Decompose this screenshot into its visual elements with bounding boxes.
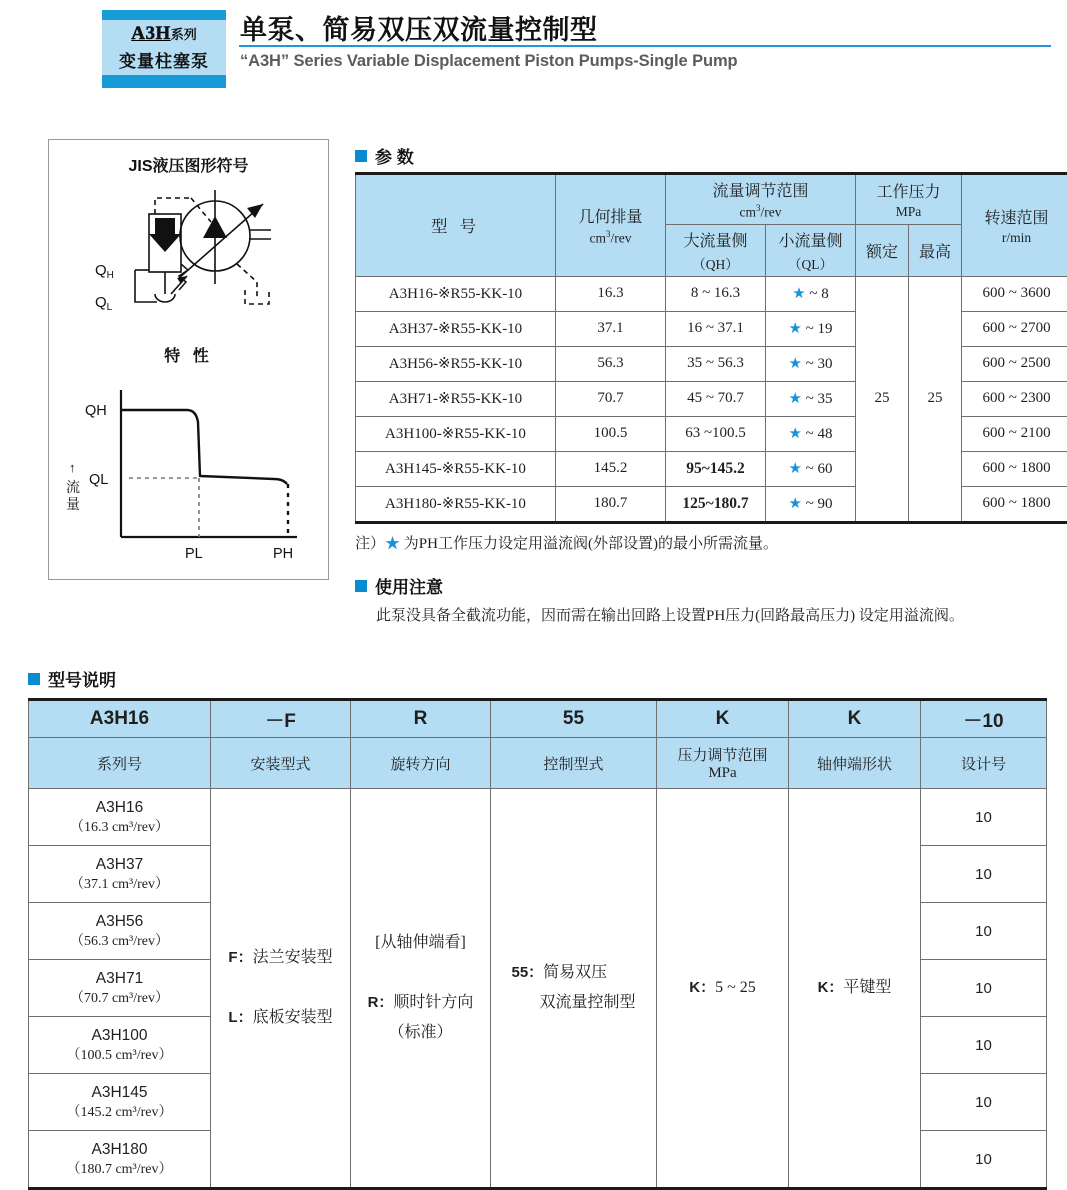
desc-pressure <box>657 738 789 789</box>
cell-displacement: 16.3 <box>556 276 666 311</box>
page-header <box>0 0 1067 96</box>
model-section-heading <box>28 666 116 691</box>
size-displacement: （180.7 cm³/rev） <box>66 1161 173 1177</box>
footnote-text: 为PH工作压力设定用溢流阀(外部设置)的最小所需流量。 <box>403 536 778 552</box>
shaft-code-k: K： <box>817 979 844 996</box>
star-icon: ★ <box>788 426 802 442</box>
usage-section-heading <box>355 573 443 598</box>
cell-design-no: 10 <box>921 846 1047 903</box>
logo-top-bar <box>102 10 226 20</box>
cell-size <box>29 846 211 903</box>
cell-rotation-options <box>351 789 491 1189</box>
speed-title: 转速范围 <box>984 209 1049 227</box>
cell-model: A3H56-※R55-KK-10 <box>356 346 556 381</box>
cell-displacement: 145.2 <box>556 451 666 486</box>
size-displacement: （56.3 cm³/rev） <box>69 933 170 949</box>
jis-hydraulic-symbol <box>87 172 297 337</box>
cell-flow-low <box>766 311 856 346</box>
cell-speed: 600 ~ 2500 <box>962 346 1067 381</box>
shaft-end-value: 平键型 <box>843 979 892 996</box>
control-code-55: 55： <box>511 964 544 981</box>
rotation-standard-note: （标准） <box>388 1024 453 1041</box>
mounting-code-f: F： <box>228 949 253 966</box>
cell-flow-low <box>766 416 856 451</box>
usage-note-text: 此泵没具备全截流功能，因而需在输出回路上设置PH压力(回路最高压力) 设定用溢流阀。 <box>376 608 964 624</box>
table-row <box>356 276 1067 311</box>
footnote-prefix: 注） <box>355 536 386 552</box>
col-header-displacement <box>556 174 666 277</box>
cell-displacement: 56.3 <box>556 346 666 381</box>
mounting-code-l: L： <box>228 1009 253 1026</box>
col-header-speed <box>962 174 1067 277</box>
col-header-model: 型 号 <box>356 174 556 277</box>
qh-axis-label: QH <box>85 403 107 419</box>
code-segment-pressure: K <box>657 700 789 738</box>
y-axis-label-rate: 量 <box>66 496 80 512</box>
param-header-row-1 <box>356 174 1067 225</box>
cell-design-no: 10 <box>921 903 1047 960</box>
ph-tick-label: PH <box>273 546 294 562</box>
qh-port-label: $Q_H$ <box>95 262 114 281</box>
col-header-max: 最高 <box>909 224 962 276</box>
rotation-options <box>368 928 474 1048</box>
star-icon: ★ <box>792 286 806 302</box>
section-marker-icon <box>355 580 367 592</box>
cell-model: A3H71-※R55-KK-10 <box>356 381 556 416</box>
desc-series: 系列号 <box>29 738 211 789</box>
flow-range-title: 流量调节范围 <box>712 183 809 200</box>
cell-displacement: 180.7 <box>556 486 666 522</box>
page-title-cn: 单泵、简易双压双流量控制型 <box>240 15 598 45</box>
parameters-table <box>355 172 1067 524</box>
size-displacement: （145.2 cm³/rev） <box>66 1104 173 1120</box>
flow-low-value: ~ 35 <box>805 391 833 407</box>
model-desc-row <box>29 738 1047 789</box>
flow-range-unit: $cm^3$/rev <box>739 203 782 220</box>
cell-pressure-range <box>657 789 789 1189</box>
star-icon: ★ <box>788 496 802 512</box>
cell-design-no: 10 <box>921 1131 1047 1189</box>
model-heading-text: 型号说明 <box>48 671 116 690</box>
model-table-body <box>29 789 1047 1189</box>
control-options <box>511 958 635 1018</box>
desc-pressure-line1: 压力调节范围 <box>677 748 768 764</box>
pl-tick-label: PL <box>185 546 203 562</box>
cell-design-no: 10 <box>921 789 1047 846</box>
flow-high-sub: （QH） <box>692 256 739 272</box>
pressure-unit: MPa <box>895 203 922 219</box>
cell-pressure-max: 25 <box>909 276 962 522</box>
cell-model: A3H145-※R55-KK-10 <box>356 451 556 486</box>
star-icon: ★ <box>788 391 802 407</box>
col-header-pressure <box>856 174 962 225</box>
size-displacement: （16.3 cm³/rev） <box>69 819 170 835</box>
cell-flow-high: 125~180.7 <box>666 486 766 522</box>
size-displacement: （37.1 cm³/rev） <box>69 876 170 892</box>
diagram-panel <box>48 139 329 580</box>
control-text-line1: 简易双压 <box>543 964 608 981</box>
model-code-row <box>29 700 1047 738</box>
displacement-unit: $cm^3$/rev <box>589 229 632 246</box>
mounting-options <box>228 943 332 1033</box>
size-name: A3H71 <box>95 969 144 987</box>
col-header-flow-low <box>766 224 856 276</box>
size-displacement: （100.5 cm³/rev） <box>66 1047 173 1063</box>
logo-bottom-bar <box>102 75 226 88</box>
cell-flow-high: 8 ~ 16.3 <box>666 276 766 311</box>
cell-speed: 600 ~ 2700 <box>962 311 1067 346</box>
cell-displacement: 100.5 <box>556 416 666 451</box>
rotation-text-r: 顺时针方向 <box>393 994 474 1011</box>
cell-shaft-end <box>789 789 921 1189</box>
pressure-code-k: K： <box>689 979 716 996</box>
cell-model: A3H180-※R55-KK-10 <box>356 486 556 522</box>
cell-speed: 600 ~ 2300 <box>962 381 1067 416</box>
cell-displacement: 37.1 <box>556 311 666 346</box>
characteristic-curve-chart <box>59 372 321 572</box>
code-segment-control: 55 <box>491 700 657 738</box>
code-segment-rotation: R <box>351 700 491 738</box>
section-marker-icon <box>355 150 367 162</box>
flow-low-value: ~ 48 <box>805 426 833 442</box>
desc-control: 控制型式 <box>491 738 657 789</box>
flow-low-value: ~ 8 <box>809 286 829 302</box>
rotation-code-r: R： <box>367 994 394 1011</box>
ql-axis-label: QL <box>89 472 109 488</box>
col-header-flow-range <box>666 174 856 225</box>
logo-series-line <box>102 23 226 46</box>
cell-size <box>29 1131 211 1189</box>
cell-speed: 600 ~ 1800 <box>962 451 1067 486</box>
cell-model: A3H37-※R55-KK-10 <box>356 311 556 346</box>
cell-flow-high: 16 ~ 37.1 <box>666 311 766 346</box>
cell-control-options <box>491 789 657 1189</box>
size-displacement: （70.7 cm³/rev） <box>69 990 170 1006</box>
cell-flow-high: 95~145.2 <box>666 451 766 486</box>
flow-high-title: 大流量侧 <box>683 232 748 250</box>
size-name: A3H37 <box>95 855 144 873</box>
ql-port-label: $Q_L$ <box>95 294 113 313</box>
code-segment-design: －10 <box>921 700 1047 738</box>
control-text-line2: 双流量控制型 <box>539 994 636 1011</box>
flow-low-sub: （QL） <box>788 256 833 272</box>
col-header-rated: 额定 <box>856 224 909 276</box>
size-name: A3H16 <box>95 798 144 816</box>
y-axis-arrow: ↑ <box>69 460 76 475</box>
size-name: A3H145 <box>91 1083 148 1101</box>
desc-mounting: 安装型式 <box>211 738 351 789</box>
cell-displacement: 70.7 <box>556 381 666 416</box>
cell-mounting-options <box>211 789 351 1189</box>
star-icon: ★ <box>788 321 802 337</box>
flow-low-value: ~ 60 <box>805 461 833 477</box>
y-axis-label-flow: 流 <box>66 479 80 495</box>
cell-size <box>29 1074 211 1131</box>
cell-flow-low <box>766 276 856 311</box>
cell-pressure-rated: 25 <box>856 276 909 522</box>
usage-heading-text: 使用注意 <box>375 578 443 597</box>
cell-flow-low <box>766 381 856 416</box>
desc-shaft: 轴伸端形状 <box>789 738 921 789</box>
logo-series-suffix: 系列 <box>170 27 197 42</box>
cell-model: A3H16-※R55-KK-10 <box>356 276 556 311</box>
cell-speed: 600 ~ 1800 <box>962 486 1067 522</box>
page-title-en: “A3H” Series Variable Displacement Piston Pumps-Single Pump <box>240 52 738 70</box>
product-logo-badge <box>102 10 226 88</box>
flow-low-value: ~ 90 <box>805 496 833 512</box>
cell-model: A3H100-※R55-KK-10 <box>356 416 556 451</box>
parameters-table-body <box>356 276 1067 522</box>
cell-flow-low <box>766 486 856 522</box>
params-heading-text: 参 数 <box>375 148 414 167</box>
cell-size <box>29 789 211 846</box>
size-name: A3H180 <box>91 1140 148 1158</box>
cell-flow-low <box>766 451 856 486</box>
pressure-range-value: 5 ~ 25 <box>715 979 756 996</box>
desc-pressure-line2: MPa <box>708 765 737 781</box>
flow-low-title: 小流量侧 <box>778 232 843 250</box>
desc-design: 设计号 <box>921 738 1047 789</box>
cell-size <box>29 903 211 960</box>
cell-flow-high: 45 ~ 70.7 <box>666 381 766 416</box>
cell-flow-low <box>766 346 856 381</box>
flow-low-value: ~ 19 <box>805 321 833 337</box>
section-marker-icon <box>28 673 40 685</box>
rotation-view-note: [从轴伸端看] <box>375 934 466 951</box>
mounting-text-l: 底板安装型 <box>252 1009 333 1026</box>
table-footnote <box>355 532 778 553</box>
flow-low-value: ~ 30 <box>805 356 833 372</box>
desc-rotation: 旋转方向 <box>351 738 491 789</box>
cell-flow-high: 35 ~ 56.3 <box>666 346 766 381</box>
cell-size <box>29 960 211 1017</box>
cell-design-no: 10 <box>921 1017 1047 1074</box>
displacement-title: 几何排量 <box>578 209 643 226</box>
cell-speed: 600 ~ 3600 <box>962 276 1067 311</box>
size-name: A3H100 <box>91 1026 148 1044</box>
table-row <box>29 789 1047 846</box>
speed-unit: r/min <box>1001 229 1032 245</box>
star-icon: ★ <box>788 461 802 477</box>
col-header-flow-high <box>666 224 766 276</box>
cell-flow-high: 63 ~100.5 <box>666 416 766 451</box>
cell-size <box>29 1017 211 1074</box>
cell-design-no: 10 <box>921 960 1047 1017</box>
star-icon: ★ <box>788 356 802 372</box>
size-name: A3H56 <box>95 912 144 930</box>
mounting-text-f: 法兰安装型 <box>252 949 333 966</box>
jis-symbol-title: JIS液压图形符号 <box>128 158 249 175</box>
code-segment-series: A3H16 <box>29 700 211 738</box>
cell-design-no: 10 <box>921 1074 1047 1131</box>
logo-model-text: A3H <box>131 23 171 44</box>
logo-subtitle: 变量柱塞泵 <box>119 52 209 71</box>
pressure-title: 工作压力 <box>876 183 941 201</box>
model-code-table <box>28 698 1047 1190</box>
star-icon: ★ <box>385 536 401 552</box>
params-section-heading <box>355 143 414 168</box>
cell-speed: 600 ~ 2100 <box>962 416 1067 451</box>
characteristic-chart-title: 特 性 <box>164 348 213 365</box>
title-divider <box>239 45 1051 47</box>
code-segment-shaft: K <box>789 700 921 738</box>
code-segment-mounting: －F <box>211 700 351 738</box>
